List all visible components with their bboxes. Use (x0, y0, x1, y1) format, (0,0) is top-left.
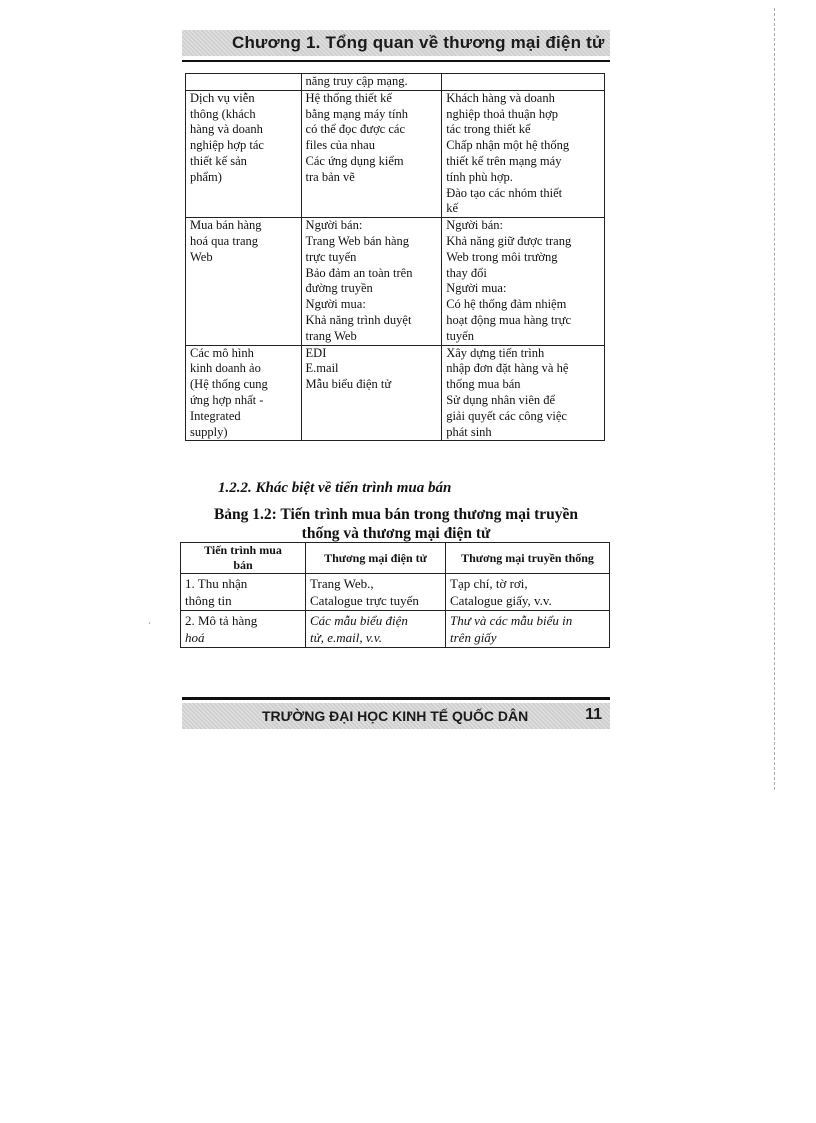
scan-edge-line (774, 8, 775, 790)
chapter-title: Chương 1. Tổng quan về thương mại điện tử (232, 33, 605, 52)
table-row (186, 218, 605, 345)
section-heading: 1.2.2. Khác biệt về tiến trình mua bán (218, 480, 452, 496)
table-row (186, 345, 605, 441)
table-cell: 2. Mô tả hàng hoá (181, 611, 306, 648)
school-name: TRƯỜNG ĐẠI HỌC KINH TẾ QUỐC DÂN (262, 708, 529, 724)
table-row (181, 574, 610, 611)
table-cell: Các mô hình kinh doanh ảo (Hệ thống cung ứng hợp nhất - Integrated supply) (186, 345, 302, 441)
footer-band (182, 703, 610, 729)
table-cell: Người bán: Trang Web bán hàng trực tuyến Bảo đảm an toàn trên đường truyền Người mua: Khả năng trình duyệt trang Web (301, 218, 442, 345)
table-cell: Mua bán hàng hoá qua trang Web (186, 218, 302, 345)
table-cell: Trang Web., Catalogue trực tuyến (306, 574, 446, 611)
table-row (186, 90, 605, 217)
table-header-row (181, 543, 610, 574)
table-cell: Người bán: Khả năng giữ được trang Web trong môi trường thay đổi Người mua: Có hệ thống đảm nhiệm hoạt động mua hàng trực tuyến (442, 218, 605, 345)
page-number: 11 (585, 706, 602, 723)
table-cell (186, 74, 302, 91)
chapter-header-band (182, 30, 610, 56)
margin-mark: ´ (148, 622, 152, 633)
header-rule (182, 60, 610, 62)
table-cell: Hệ thống thiết kế bằng mạng máy tính có thể đọc được các files của nhau Các ứng dụng kiểm tra bản vẽ (301, 90, 442, 217)
column-header: Tiến trình mua bán (181, 543, 306, 574)
table-row (181, 611, 610, 648)
table-cell: Thư và các mẫu biểu in trên giấy (446, 611, 610, 648)
column-header: Thương mại điện tử (306, 543, 446, 574)
table-cell: Khách hàng và doanh nghiệp thoả thuận hợp tác trong thiết kế Chấp nhận một hệ thống thiết kế trên mạng máy tính phù hợp. Đào tạo các nhóm thiết kế (442, 90, 605, 217)
table-cell (442, 74, 605, 91)
table-caption: Bảng 1.2: Tiến trình mua bán trong thương mại truyền thống và thương mại điện tử (213, 506, 579, 542)
table-cell: Các mẫu biểu điện tử, e.mail, v.v. (306, 611, 446, 648)
comparison-table-continued (185, 73, 605, 441)
table-cell: EDI E.mail Mẫu biểu điện tử (301, 345, 442, 441)
table-cell: Xây dựng tiến trình nhập đơn đặt hàng và hệ thống mua bán Sử dụng nhân viên để giải quyết các công việc phát sinh (442, 345, 605, 441)
italic-text: hoá (185, 630, 205, 645)
table-row (186, 74, 605, 91)
table-cell: 1. Thu nhận thông tin (181, 574, 306, 611)
footer-rule (182, 697, 610, 700)
process-comparison-table (180, 542, 610, 648)
table-cell: năng truy cập mạng. (301, 74, 442, 91)
column-header: Thương mại truyền thống (446, 543, 610, 574)
table-cell: Dịch vụ viễn thông (khách hàng và doanh nghiệp hợp tác thiết kế sản phẩm) (186, 90, 302, 217)
table-cell: Tạp chí, tờ rơi, Catalogue giấy, v.v. (446, 574, 610, 611)
